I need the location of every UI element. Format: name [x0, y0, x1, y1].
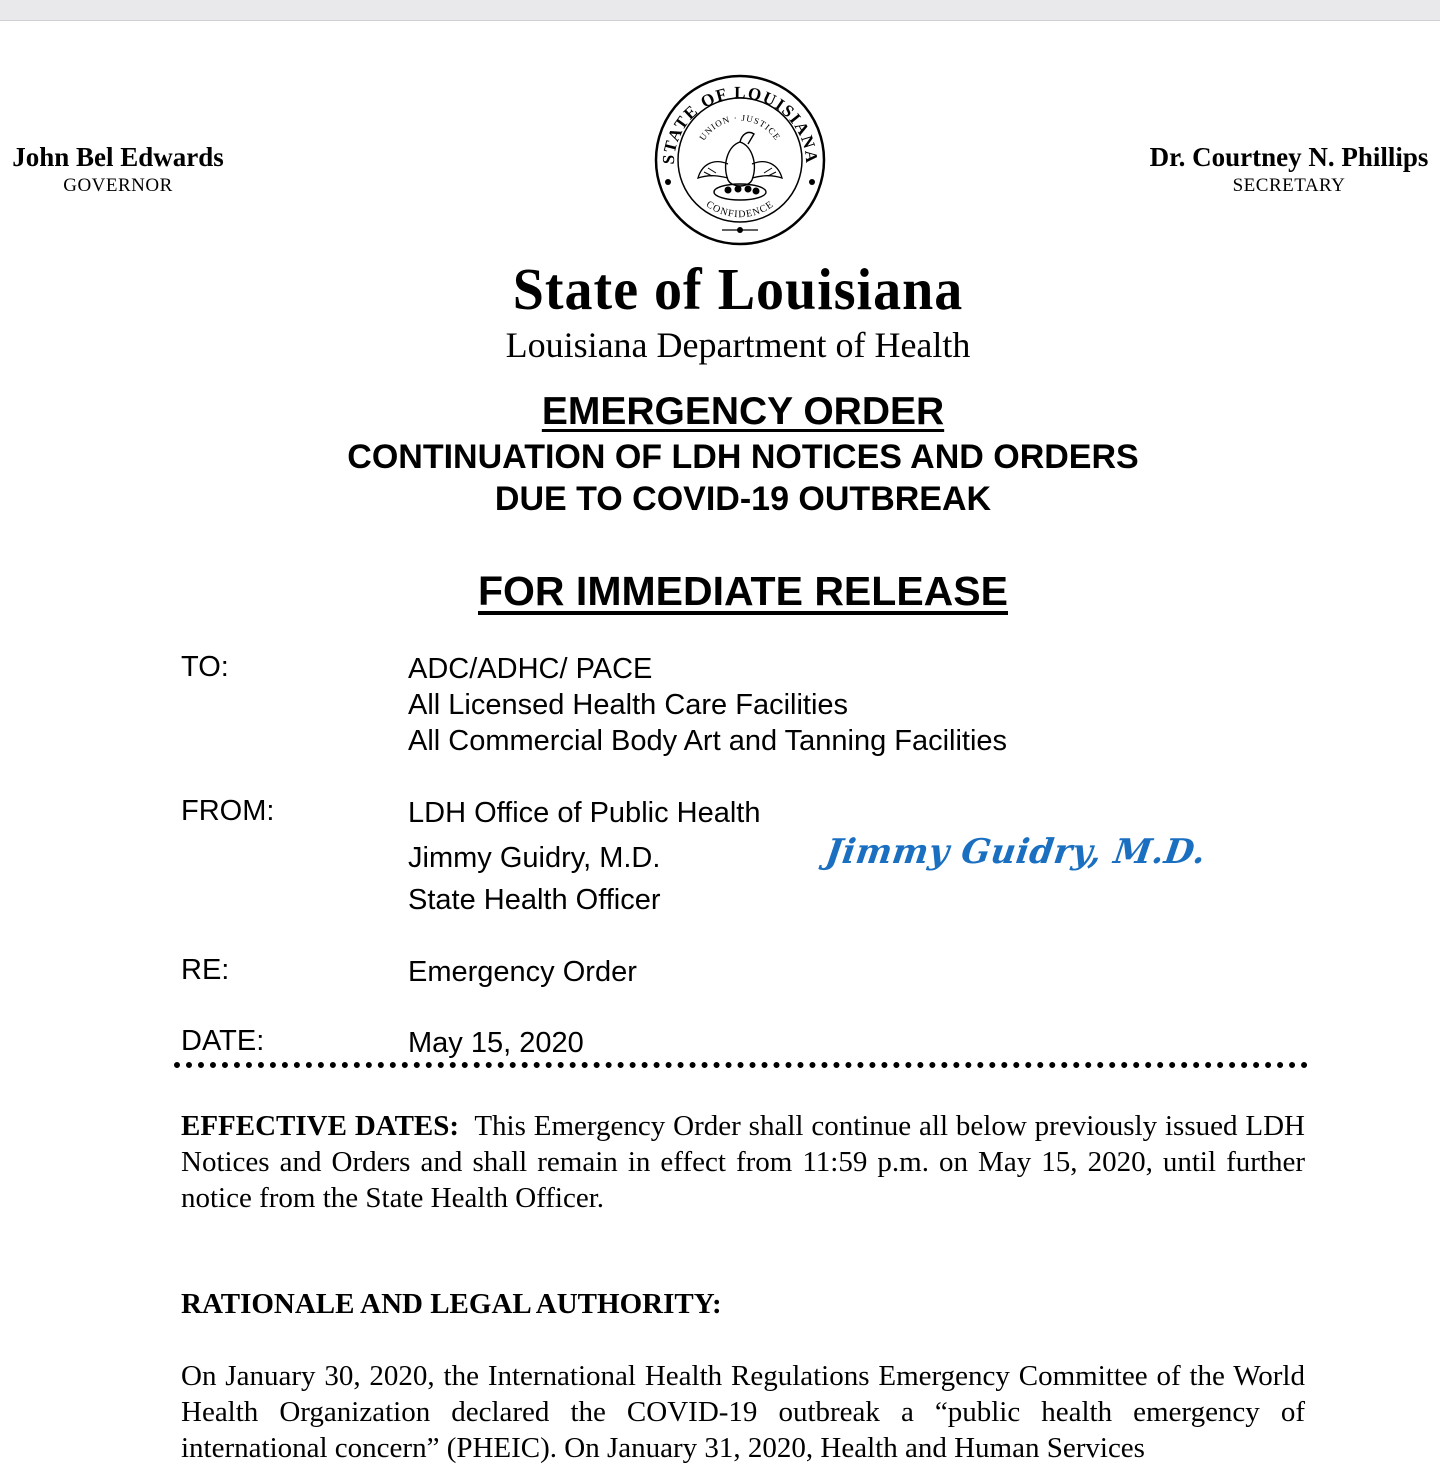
effective-dates-text: This Emergency Order shall continue all below previously issued LDH Notices and Orders and shall remain in effect from 11:59 p.m. on May 15, 2020, until further notice from the State Health Officer. — [181, 1110, 1305, 1214]
order-subtitle-line2: DUE TO COVID-19 OUTBREAK — [494, 480, 992, 518]
effective-dates-label: EFFECTIVE DATES: — [181, 1110, 460, 1142]
to-recipients — [408, 651, 1007, 759]
from-line: Jimmy Guidry, M.D. — [408, 842, 661, 874]
secretary-name: Dr. Courtney N. Phillips — [1149, 142, 1429, 172]
secretary-block — [1136, 142, 1440, 197]
date-label: DATE: — [181, 1025, 265, 1057]
to-label: TO: — [181, 651, 229, 683]
from-line: LDH Office of Public Health — [408, 797, 761, 829]
order-subtitle-line1: CONTINUATION OF LDH NOTICES AND ORDERS — [347, 438, 1139, 476]
to-line: All Commercial Body Art and Tanning Facilities — [408, 725, 1008, 757]
re-label: RE: — [181, 954, 230, 986]
signature: Jimmy Guidry, M.D. — [823, 832, 1209, 872]
svg-text:STATE OF LOUISIANA — [659, 83, 821, 165]
seal-top-text: STATE OF LOUISIANA — [658, 82, 822, 166]
from-label: FROM: — [181, 795, 275, 827]
from-line: State Health Officer — [408, 884, 661, 916]
seal-bottom-text: CONFIDENCE — [704, 198, 776, 221]
rationale-heading: RATIONALE AND LEGAL AUTHORITY: — [181, 1288, 722, 1320]
viewer-top-bar — [0, 0, 1440, 21]
secretary-title: SECRETARY — [1232, 175, 1346, 196]
to-line: All Licensed Health Care Facilities — [408, 689, 849, 721]
louisiana-state-seal — [652, 72, 828, 248]
effective-dates-paragraph — [181, 1108, 1305, 1216]
re-value: Emergency Order — [408, 956, 637, 988]
to-line: ADC/ADHC/ PACE — [408, 653, 653, 685]
seal-motto: UNION · JUSTICE — [697, 112, 783, 143]
governor-block — [0, 142, 236, 197]
dotted-divider — [174, 1062, 1308, 1068]
state-title: State of Louisiana — [512, 257, 964, 323]
svg-text:UNION · JUSTICE — [697, 113, 782, 143]
governor-name: John Bel Edwards — [12, 142, 224, 172]
order-title: EMERGENCY ORDER — [541, 390, 945, 433]
release-heading: FOR IMMEDIATE RELEASE — [478, 568, 1008, 614]
governor-title: GOVERNOR — [63, 175, 173, 196]
date-value: May 15, 2020 — [408, 1027, 584, 1059]
rationale-paragraph: On January 30, 2020, the International Health Regulations Emergency Committee of the World Health Organization declared the COVID-19 outbreak a “public health emergency of international concern” (PHEIC). On January 31, 2020, Health and Human Services — [181, 1360, 1305, 1464]
department-name: Louisiana Department of Health — [505, 325, 971, 365]
